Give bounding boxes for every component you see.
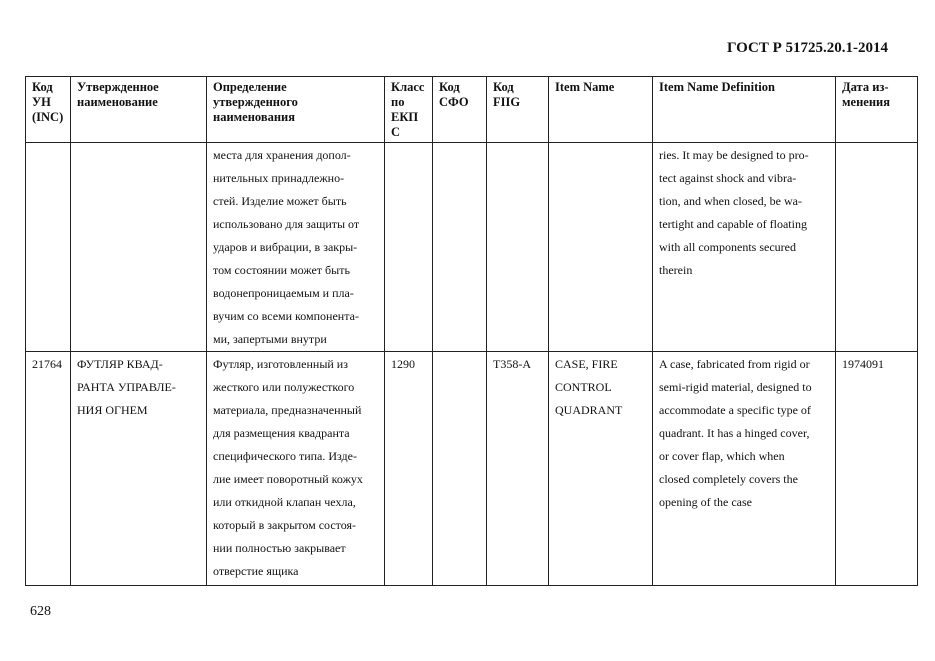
cell-item-name-definition: A case, fabricated from rigid or semi-rigid material, designed to accommodate a specific type of quadrant. It has a hinged cover, or cover flap, which when closed completely covers the opening of the case — [653, 352, 836, 586]
cell-approved-name: ФУТЛЯР КВАД- РАНТА УПРАВЛЕ- НИЯ ОГНЕМ — [71, 352, 207, 586]
cell-inc: 21764 — [26, 352, 71, 586]
cell-name-definition: места для хранения допол- нительных принадлежно- стей. Изделие может быть использовано для защиты от ударов и вибрации, в закры- том состоянии может быть водонепроницаемым и пла- вучим со всеми компонента- ми, запертыми внутри — [207, 143, 385, 352]
cell-sfo-code — [433, 143, 487, 352]
col-header-inc: Код УН (INC) — [26, 77, 71, 143]
cell-approved-name — [71, 143, 207, 352]
page-number: 628 — [30, 604, 51, 619]
cell-inc — [26, 143, 71, 352]
table-row — [26, 352, 918, 586]
col-header-item-name: Item Name — [549, 77, 653, 143]
document-title: ГОСТ Р 51725.20.1-2014 — [726, 40, 888, 56]
col-header-approved-name: Утвержденное наименование — [71, 77, 207, 143]
table-row — [26, 143, 918, 352]
cell-change-date: 1974091 — [836, 352, 918, 586]
cell-item-name: CASE, FIRE CONTROL QUADRANT — [549, 352, 653, 586]
col-header-sfo-code: Код СФО — [433, 77, 487, 143]
cell-class — [385, 143, 433, 352]
cell-name-definition: Футляр, изготовленный из жесткого или полужесткого материала, предназначенный для размещения квадранта специфического типа. Изде- лие имеет поворотный кожух или откидной клапан чехла, который в закрытом состоя- нии полностью закрывает отверстие ящика — [207, 352, 385, 586]
nomenclature-table — [25, 76, 918, 586]
cell-item-name — [549, 143, 653, 352]
col-header-class: Класс по ЕКП С — [385, 77, 433, 143]
col-header-change-date: Дата из- менения — [836, 77, 918, 143]
col-header-name-definition: Определение утвержденного наименования — [207, 77, 385, 143]
cell-sfo-code — [433, 352, 487, 586]
table-header-row — [26, 77, 918, 143]
col-header-item-name-definition: Item Name Definition — [653, 77, 836, 143]
cell-class: 1290 — [385, 352, 433, 586]
cell-fiig-code — [487, 143, 549, 352]
col-header-fiig-code: Код FIIG — [487, 77, 549, 143]
cell-fiig-code: T358-A — [487, 352, 549, 586]
cell-change-date — [836, 143, 918, 352]
cell-item-name-definition: ries. It may be designed to pro- tect against shock and vibra- tion, and when closed, be wa- tertight and capable of floating with all components secured therein — [653, 143, 836, 352]
